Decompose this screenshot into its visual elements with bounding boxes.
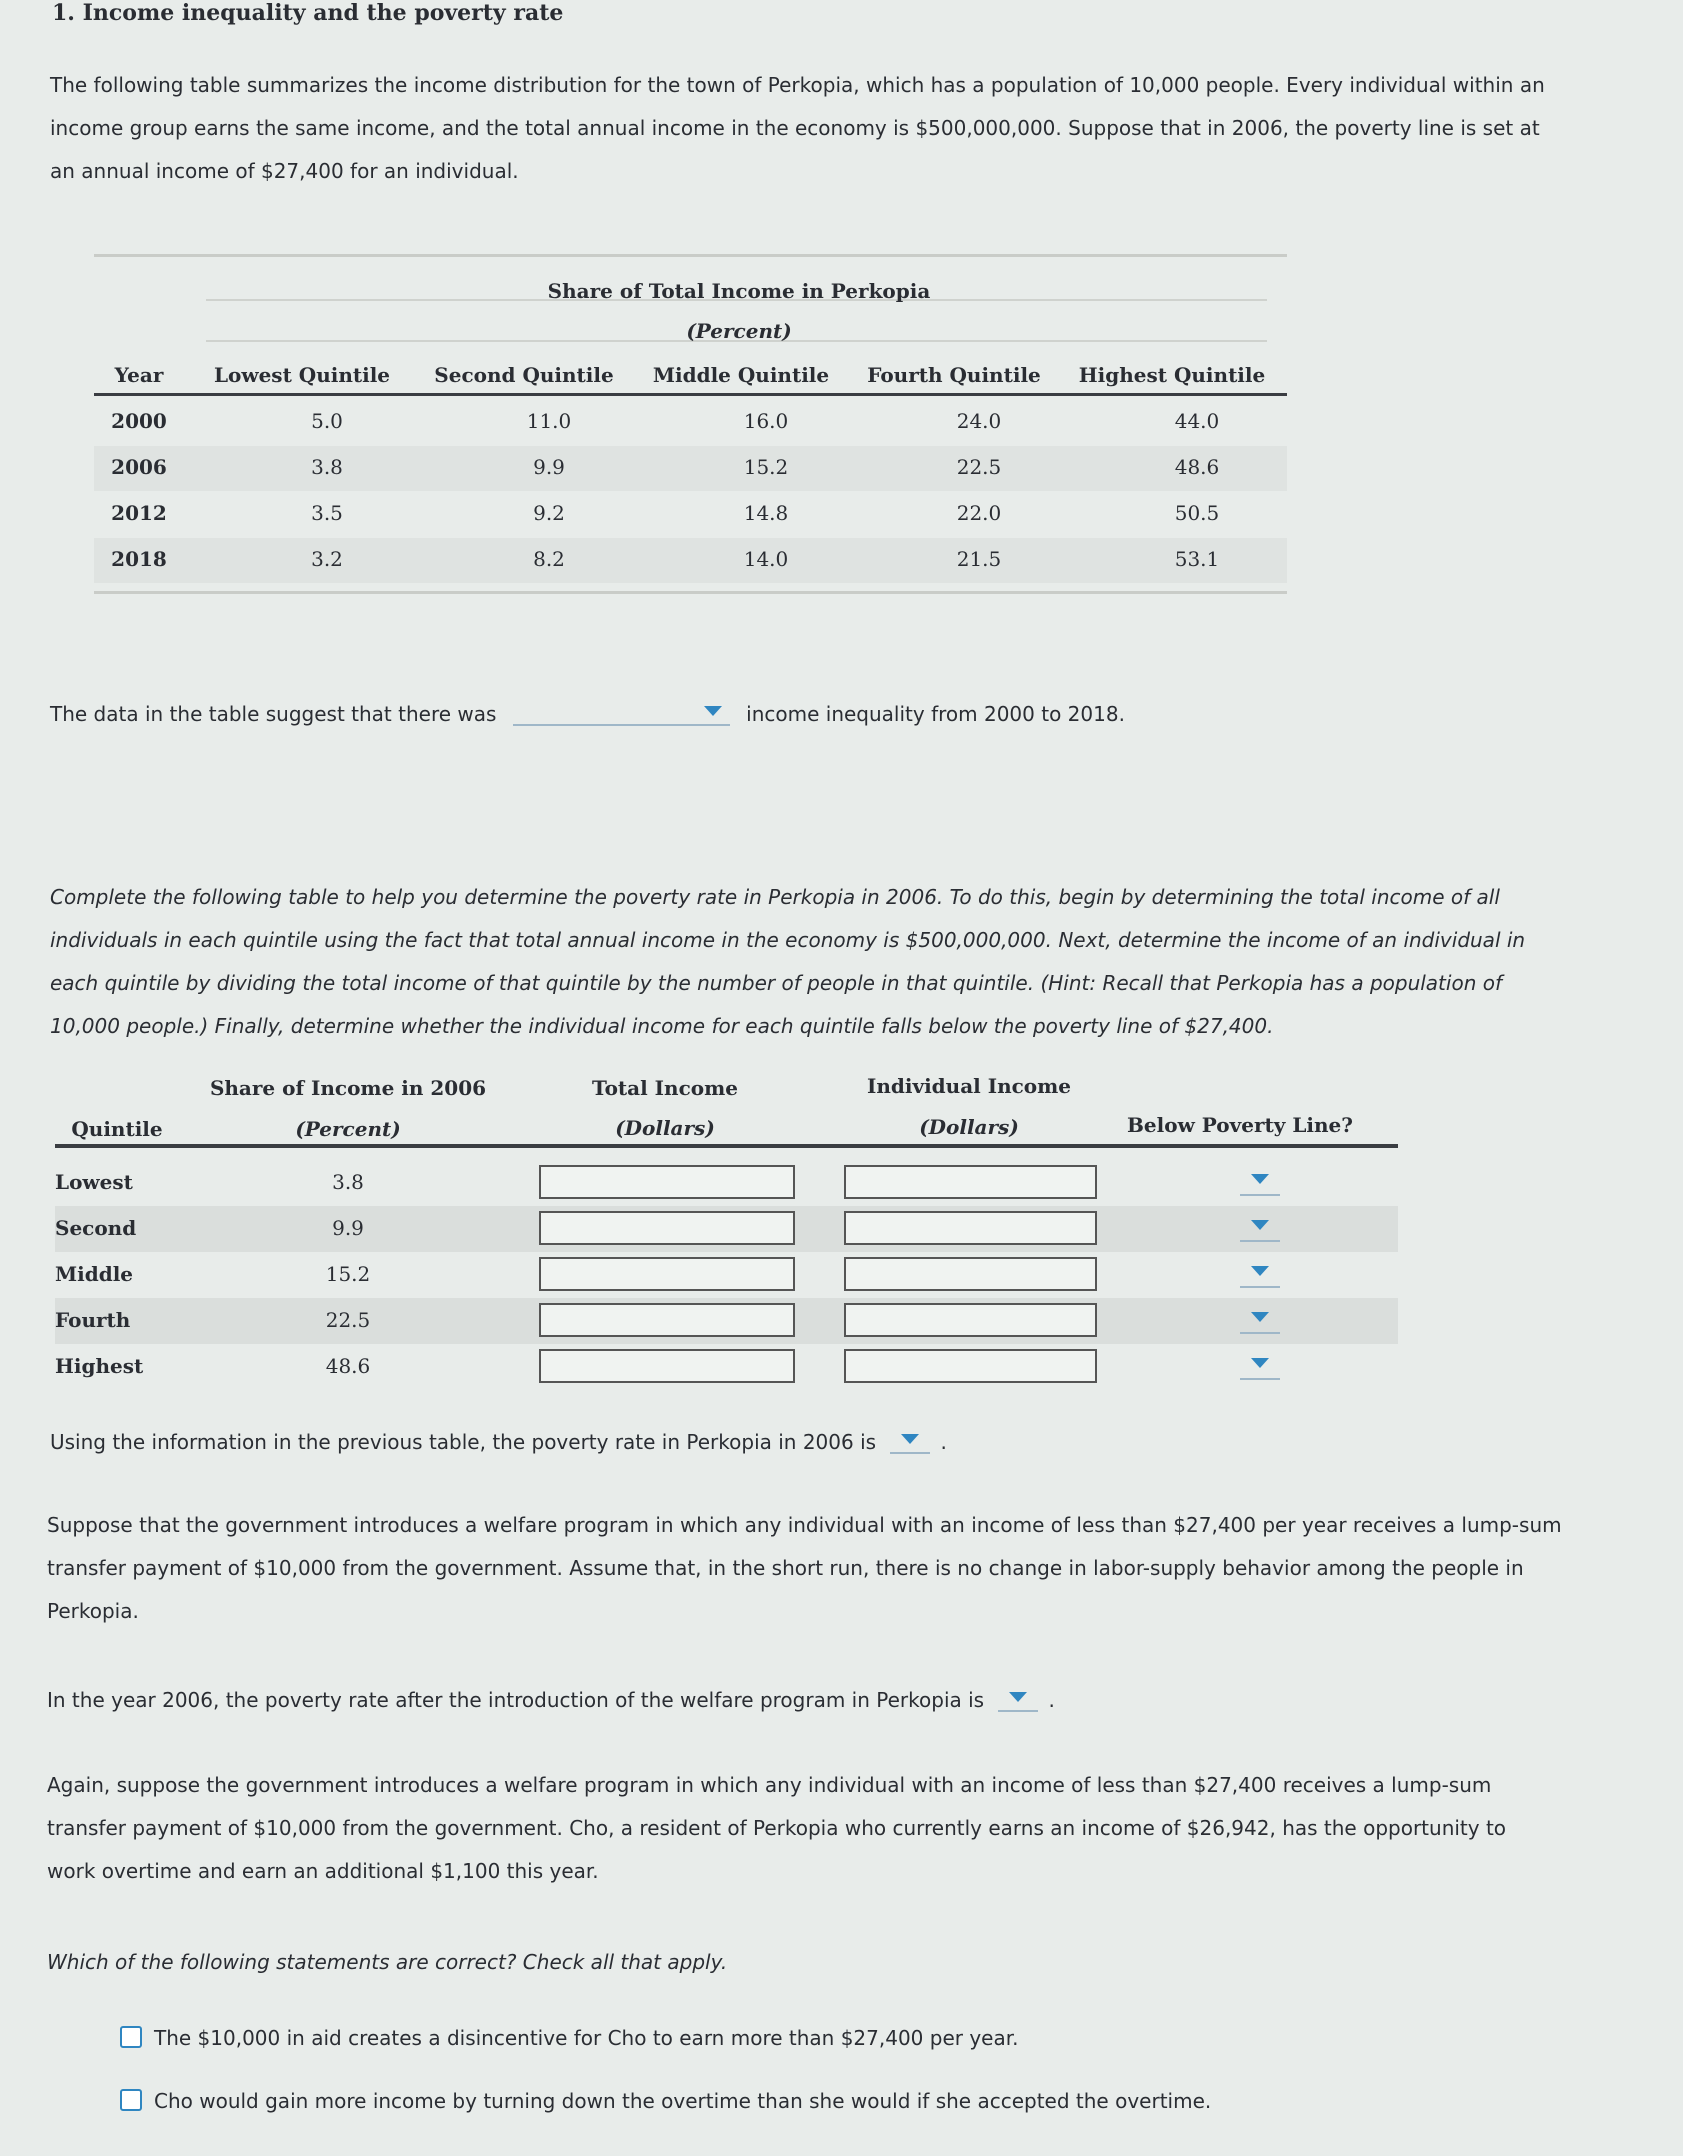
value-cell: 16.0 — [743, 409, 789, 433]
checkbox[interactable] — [120, 2089, 142, 2111]
chevron-down-icon — [1251, 1312, 1269, 1322]
welfare-line: Suppose that the government introduces a welfare program in which any individual with an income of less than $27,400 per year receives a lump-sum — [47, 1513, 1562, 1537]
below-poverty-dropdown[interactable] — [1240, 1352, 1280, 1380]
table-row — [55, 1206, 1398, 1252]
share-value: 15.2 — [325, 1262, 371, 1286]
option-turn-down-overtime[interactable] — [120, 2089, 1211, 2113]
value-cell: 11.0 — [526, 409, 572, 433]
question-text: Using the information in the previous table, the poverty rate in Perkopia in 2006 is — [50, 1430, 877, 1454]
question-title: 1. Income inequality and the poverty rate — [52, 0, 564, 26]
welfare-line: Perkopia. — [47, 1599, 139, 1623]
instruction-line: each quintile by dividing the total income of that quintile by the number of people in that quintile. (Hint: Recall that Perkopia has a population of — [50, 971, 1503, 995]
table-row — [55, 1344, 1398, 1390]
quintile-label: Highest — [55, 1354, 144, 1378]
chevron-down-icon — [1251, 1358, 1269, 1368]
chevron-down-icon — [1251, 1220, 1269, 1230]
table-row — [94, 492, 1287, 537]
value-cell: 50.5 — [1174, 501, 1220, 525]
total-income-input[interactable] — [539, 1303, 795, 1337]
question-text: income inequality from 2000 to 2018. — [746, 702, 1125, 726]
below-poverty-dropdown[interactable] — [1240, 1168, 1280, 1196]
intro-line: an annual income of $27,400 for an individual. — [50, 159, 519, 183]
table-title: Share of Total Income in Perkopia — [547, 279, 931, 303]
col-header: Below Poverty Line? — [1127, 1113, 1353, 1137]
value-cell: 24.0 — [956, 409, 1002, 433]
instructions-paragraph — [50, 876, 1650, 1048]
chevron-down-icon — [704, 706, 722, 716]
table-subtitle: (Percent) — [686, 319, 792, 343]
check-all-prompt: Which of the following statements are correct? Check all that apply. — [47, 1950, 728, 1974]
col-header: Share of Income in 2006 — [209, 1076, 487, 1100]
welfare-paragraph — [47, 1504, 1647, 1633]
individual-income-input[interactable] — [844, 1303, 1097, 1337]
chevron-down-icon — [1009, 1692, 1027, 1702]
value-cell: 22.0 — [956, 501, 1002, 525]
share-value: 22.5 — [325, 1308, 371, 1332]
share-value: 9.9 — [332, 1216, 364, 1240]
col-header: Year — [114, 363, 164, 387]
welfare-poverty-question — [47, 1684, 1055, 1712]
below-poverty-dropdown[interactable] — [1240, 1306, 1280, 1334]
table-row — [94, 400, 1287, 445]
year-cell: 2018 — [111, 547, 167, 571]
value-cell: 9.9 — [533, 455, 565, 479]
col-header: Quintile — [71, 1117, 163, 1141]
poverty-rate-question — [50, 1426, 947, 1454]
option-label: Cho would gain more income by turning down the overtime than she would if she accepted the overtime. — [154, 2089, 1212, 2113]
intro-line: income group earns the same income, and the total annual income in the economy is $500,000,000. Suppose that in 2006, the poverty line is set at — [50, 116, 1540, 140]
quintile-label: Middle — [55, 1262, 134, 1286]
value-cell: 3.2 — [311, 547, 343, 571]
option-label: The $10,000 in aid creates a disincentive for Cho to earn more than $27,400 per year. — [154, 2026, 1019, 2050]
poverty-table — [55, 1070, 1398, 1390]
individual-income-input[interactable] — [844, 1165, 1097, 1199]
table-row — [94, 538, 1287, 583]
instruction-line: Complete the following table to help you determine the poverty rate in Perkopia in 2006. To do this, begin by determining the total income of all — [50, 885, 1500, 909]
cho-line: Again, suppose the government introduces a welfare program in which any individual with an income of less than $27,400 receives a lump-sum — [47, 1773, 1492, 1797]
col-header: Middle Quintile — [652, 363, 830, 387]
value-cell: 5.0 — [311, 409, 343, 433]
total-income-input[interactable] — [539, 1349, 795, 1383]
value-cell: 3.8 — [311, 455, 343, 479]
col-header: (Dollars) — [919, 1115, 1019, 1139]
col-header: (Dollars) — [615, 1116, 715, 1140]
welfare-line: transfer payment of $10,000 from the government. Assume that, in the short run, there is no change in labor-supply behavior among the people in — [47, 1556, 1524, 1580]
value-cell: 3.5 — [311, 501, 343, 525]
col-header: Fourth Quintile — [867, 363, 1041, 387]
cho-line: transfer payment of $10,000 from the government. Cho, a resident of Perkopia who currently earns an income of $26,942, has the opportunity to — [47, 1816, 1507, 1840]
value-cell: 22.5 — [956, 455, 1002, 479]
col-header: Second Quintile — [434, 363, 614, 387]
total-income-input[interactable] — [539, 1165, 795, 1199]
value-cell: 48.6 — [1174, 455, 1220, 479]
share-value: 48.6 — [325, 1354, 371, 1378]
below-poverty-dropdown[interactable] — [1240, 1260, 1280, 1288]
cho-paragraph — [47, 1764, 1647, 1893]
period: . — [940, 1430, 947, 1454]
value-cell: 14.0 — [743, 547, 789, 571]
welfare-poverty-dropdown[interactable] — [998, 1684, 1038, 1712]
inequality-dropdown[interactable] — [513, 696, 730, 726]
total-income-input[interactable] — [539, 1211, 795, 1245]
col-header: Highest Quintile — [1078, 363, 1266, 387]
value-cell: 8.2 — [533, 547, 565, 571]
intro-paragraph — [50, 64, 1650, 193]
cho-line: work overtime and earn an additional $1,100 this year. — [47, 1859, 599, 1883]
table-row — [55, 1160, 1398, 1206]
question-text: In the year 2006, the poverty rate after the introduction of the welfare program in Perkopia is — [47, 1688, 985, 1712]
chevron-down-icon — [1251, 1266, 1269, 1276]
chevron-down-icon — [1251, 1174, 1269, 1184]
chevron-down-icon — [901, 1434, 919, 1444]
col-header: (Percent) — [295, 1117, 401, 1141]
table-row — [55, 1252, 1398, 1298]
col-header: Total Income — [592, 1076, 738, 1100]
year-cell: 2012 — [111, 501, 167, 525]
share-value: 3.8 — [332, 1170, 364, 1194]
individual-income-input[interactable] — [844, 1349, 1097, 1383]
instruction-line: individuals in each quintile using the fact that total annual income in the economy is $500,000,000. Next, determine the income of an individual in — [50, 928, 1526, 952]
total-income-input[interactable] — [539, 1257, 795, 1291]
table-header-row — [94, 357, 1287, 396]
value-cell: 44.0 — [1174, 409, 1220, 433]
below-poverty-dropdown[interactable] — [1240, 1214, 1280, 1242]
table-row — [94, 446, 1287, 491]
year-cell: 2000 — [111, 409, 167, 433]
value-cell: 15.2 — [743, 455, 789, 479]
individual-income-input[interactable] — [844, 1257, 1097, 1291]
individual-income-input[interactable] — [844, 1211, 1097, 1245]
inequality-question — [50, 696, 1125, 726]
value-cell: 9.2 — [533, 501, 565, 525]
value-cell: 14.8 — [743, 501, 789, 525]
quintile-label: Second — [55, 1216, 137, 1240]
checkbox[interactable] — [120, 2026, 142, 2048]
quintile-label: Lowest — [55, 1170, 133, 1194]
income-share-table — [94, 254, 1287, 594]
period: . — [1048, 1688, 1055, 1712]
value-cell: 53.1 — [1174, 547, 1220, 571]
col-header: Individual Income — [866, 1074, 1072, 1098]
quintile-label: Fourth — [55, 1308, 131, 1332]
question-text: The data in the table suggest that there was — [50, 702, 497, 726]
option-disincentive[interactable] — [120, 2026, 1018, 2050]
value-cell: 21.5 — [956, 547, 1002, 571]
intro-line: The following table summarizes the income distribution for the town of Perkopia, which has a population of 10,000 people. Every individual within an — [50, 73, 1545, 97]
year-cell: 2006 — [111, 455, 167, 479]
poverty-rate-dropdown[interactable] — [890, 1426, 930, 1454]
table-row — [55, 1298, 1398, 1344]
col-header: Lowest Quintile — [213, 363, 391, 387]
instruction-line: 10,000 people.) Finally, determine whether the individual income for each quintile falls below the poverty line of $27,400. — [50, 1014, 1274, 1038]
